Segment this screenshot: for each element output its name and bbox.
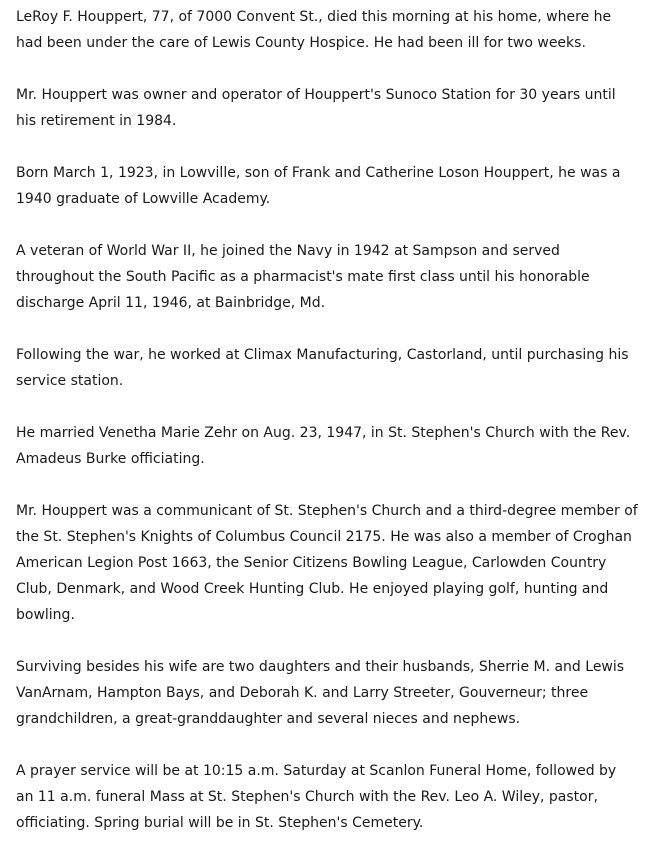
- paragraph-military-service: A veteran of World War II, he joined the Navy in 1942 at Sampson and served throughout the South Pacific as a pharmacist's mate first class until his honorable discharge April 11, 1946, at Bainbridge, Md.: [16, 243, 590, 311]
- paragraph-services: A prayer service will be at 10:15 a.m. Saturday at Scanlon Funeral Home, followed by an 11 a.m. funeral Mass at St. Stephen's Church with the Rev. Leo A. Wiley, pastor, officiating. Spring burial will be in St. Stephen's Cemetery.: [16, 763, 617, 831]
- paragraph-career: Mr. Houppert was owner and operator of Houppert's Sunoco Station for 30 years until his retirement in 1984.: [16, 87, 616, 129]
- paragraph-birth-education: Born March 1, 1923, in Lowville, son of Frank and Catherine Loson Houppert, he was a 1940 graduate of Lowville Academy.: [16, 165, 621, 207]
- paragraph-survivors: Surviving besides his wife are two daughters and their husbands, Sherrie M. and Lewis VanArnam, Hampton Bays, and Deborah K. and Larry Streeter, Gouverneur; three grandchildren, a great-granddaughter and several nieces and nephews.: [16, 659, 625, 727]
- paragraph-memberships: Mr. Houppert was a communicant of St. Stephen's Church and a third-degree member of the St. Stephen's Knights of Columbus Council 2175. He was also a member of Croghan American Legion Post 1663, the Senior Citizens Bowling League, Carlowden Country Club, Denmark, and Wood Creek Hunting Club. He enjoyed playing golf, hunting and bowling.: [16, 503, 638, 623]
- paragraph-death-notice: LeRoy F. Houppert, 77, of 7000 Convent St., died this morning at his home, where he had been under the care of Lewis County Hospice. He had been ill for two weeks.: [16, 9, 612, 51]
- paragraph-marriage: He married Venetha Marie Zehr on Aug. 23, 1947, in St. Stephen's Church with the Rev. Amadeus Burke officiating.: [16, 425, 631, 467]
- paragraph-post-war-work: Following the war, he worked at Climax Manufacturing, Castorland, until purchasing his service station.: [16, 347, 629, 389]
